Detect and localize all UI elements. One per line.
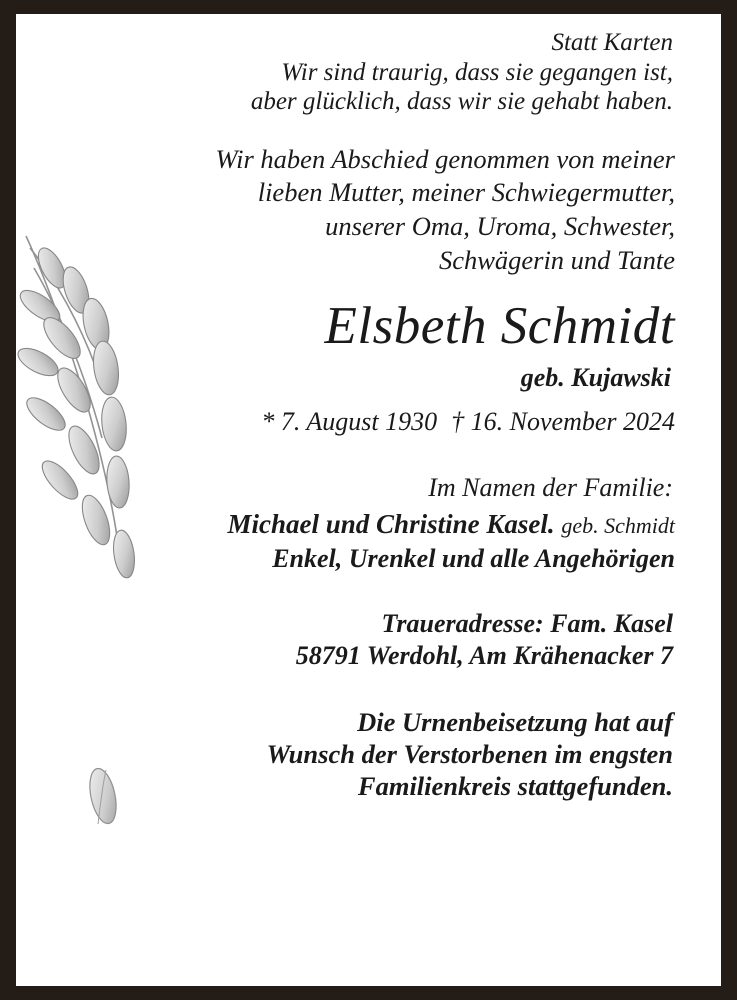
intro-line-1: Wir haben Abschied genommen von meiner	[215, 143, 675, 174]
address-line-1: Traueradresse: Fam. Kasel	[381, 609, 673, 639]
family-heading: Im Namen der Familie:	[428, 473, 673, 503]
motto-line-1: Wir sind traurig, dass sie gegangen ist,	[281, 58, 673, 86]
obituary-text	[42, 28, 695, 803]
intro-line-2: lieben Mutter, meiner Schwiegermutter,	[257, 177, 675, 208]
motto-block	[42, 28, 695, 117]
closing-line-1: Die Urnenbeisetzung hat auf	[357, 706, 673, 737]
intro-line-4: Schwägerin und Tante	[438, 245, 675, 276]
deceased-name: Elsbeth Schmidt	[324, 297, 675, 356]
family-line-1	[42, 509, 695, 540]
closing-line-3: Familienkreis stattgefunden.	[357, 771, 673, 802]
motto-heading: Statt Karten	[551, 29, 673, 56]
birth-date: * 7. August 1930	[261, 407, 438, 437]
obituary-inner	[16, 14, 721, 986]
motto-line-2: aber glücklich, dass wir sie gehabt haben.	[250, 88, 673, 115]
closing-line-2: Wunsch der Verstorbenen im engsten	[266, 738, 673, 769]
family-line-2: Enkel, Urenkel und alle Angehörigen	[272, 544, 675, 574]
family-main-names: Michael und Christine Kasel.	[227, 509, 555, 540]
intro-line-3: unserer Oma, Uroma, Schwester,	[325, 211, 675, 242]
closing-note	[42, 706, 695, 803]
address-line-2: 58791 Werdohl, Am Krähenacker 7	[295, 640, 673, 670]
deceased-maiden-name: geb. Kujawski	[520, 363, 671, 393]
life-dates	[42, 407, 695, 437]
intro-block	[42, 143, 695, 279]
family-maiden-note: geb. Schmidt	[561, 513, 675, 539]
mourning-address	[42, 608, 695, 671]
death-date: † 16. November 2024	[451, 407, 675, 437]
